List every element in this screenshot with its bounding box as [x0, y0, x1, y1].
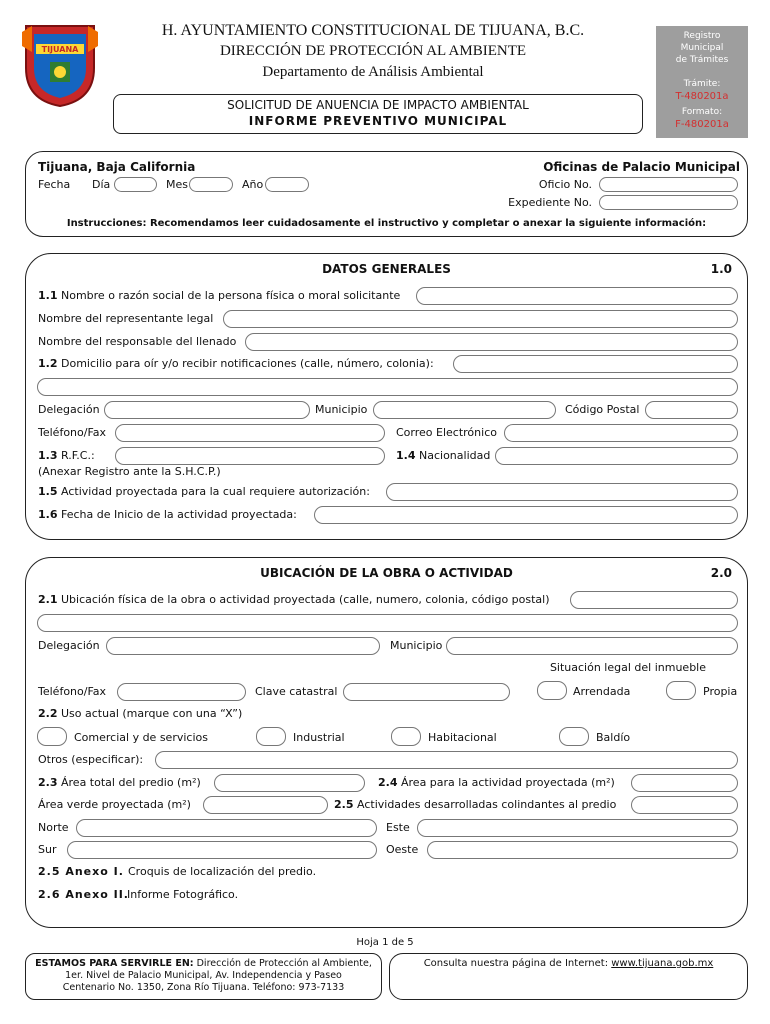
- servir-line-2: 1er. Nivel de Palacio Municipal, Av. Independencia y Paseo: [65, 970, 342, 981]
- actividad-label: Actividad proyectada para la cual requiere autorización:: [61, 485, 370, 498]
- num-2-1: 2.1: [38, 593, 58, 606]
- area-verde-input[interactable]: [203, 796, 328, 814]
- propia-label: Propia: [703, 685, 738, 698]
- area-actividad-label: Área para la actividad proyectada (m²): [401, 776, 615, 789]
- expediente-label: Expediente No.: [508, 196, 592, 209]
- razon-social-input[interactable]: [416, 287, 738, 305]
- formato-label: Formato:: [681, 107, 723, 117]
- nacionalidad-input[interactable]: [495, 447, 738, 465]
- num-2-2: 2.2: [38, 707, 58, 720]
- instructions: Instrucciones: Recomendamos leer cuidadosamente el instructivo y completar o anexar la siguiente información:: [66, 218, 707, 229]
- sur-label: Sur: [38, 843, 57, 856]
- actividad-input[interactable]: [386, 483, 738, 501]
- num-1-3: 1.3: [38, 449, 58, 462]
- anio-label: Año: [242, 178, 264, 191]
- datos-generales-number: 1.0: [710, 262, 732, 276]
- header-department: Departamento de Análisis Ambiental: [262, 64, 484, 80]
- dia-input[interactable]: [114, 177, 157, 192]
- colindantes-label: Actividades desarrolladas colindantes al predio: [357, 798, 617, 811]
- tramite-value: T-480201a: [675, 91, 729, 102]
- telefono-2-label: Teléfono/Fax: [38, 685, 107, 698]
- representante-label: Nombre del representante legal: [38, 312, 214, 325]
- fecha-inicio-input[interactable]: [314, 506, 738, 524]
- svg-text:TIJUANA: TIJUANA: [41, 45, 79, 54]
- oeste-input[interactable]: [427, 841, 738, 859]
- servir-bold: ESTAMOS PARA SERVIRLE EN:: [35, 958, 194, 969]
- telefono-input[interactable]: [115, 424, 385, 442]
- header-institution: H. AYUNTAMIENTO CONSTITUCIONAL DE TIJUANA, B.C.: [161, 22, 585, 39]
- ubicacion-fisica-input-2[interactable]: [37, 614, 738, 632]
- num-1-4: 1.4: [396, 449, 416, 462]
- norte-input[interactable]: [76, 819, 377, 837]
- baldio-checkbox[interactable]: [559, 727, 589, 746]
- area-actividad-input[interactable]: [631, 774, 738, 792]
- consulta-line: [389, 958, 748, 970]
- servir-line-3: Centenario No. 1350, Zona Río Tijuana. Teléfono: 973-7133: [62, 982, 345, 993]
- anio-input[interactable]: [265, 177, 309, 192]
- baldio-label: Baldío: [596, 731, 631, 744]
- uso-actual-label: Uso actual (marque con una “X”): [61, 707, 243, 720]
- servir-direccion: Dirección de Protección al Ambiente,: [196, 958, 372, 969]
- anexo-2-number: 2.6 Anexo II.: [38, 888, 129, 901]
- clave-catastral-label: Clave catastral: [255, 685, 338, 698]
- arrendada-checkbox[interactable]: [537, 681, 567, 700]
- domicilio-label: Domicilio para oír y/o recibir notificaciones (calle, número, colonia):: [61, 357, 434, 370]
- delegacion-2-label: Delegación: [38, 639, 100, 652]
- colindantes-input[interactable]: [631, 796, 738, 814]
- num-2-5: 2.5: [334, 798, 354, 811]
- rfc-label: R.F.C.:: [61, 449, 95, 462]
- offices-label: Oficinas de Palacio Municipal: [543, 160, 740, 174]
- delegacion-label: Delegación: [38, 403, 100, 416]
- habitacional-checkbox[interactable]: [391, 727, 421, 746]
- comercial-checkbox[interactable]: [37, 727, 67, 746]
- este-input[interactable]: [417, 819, 738, 837]
- otros-input[interactable]: [155, 751, 738, 769]
- representante-input[interactable]: [223, 310, 738, 328]
- clave-catastral-input[interactable]: [343, 683, 510, 701]
- registro-line1: Registro: [683, 31, 721, 41]
- oficio-label: Oficio No.: [538, 178, 592, 191]
- dia-label: Día: [92, 178, 111, 191]
- area-total-input[interactable]: [214, 774, 365, 792]
- formato-value: F-480201a: [675, 119, 729, 130]
- propia-checkbox[interactable]: [666, 681, 696, 700]
- area-total-label: Área total del predio (m²): [61, 776, 201, 789]
- comercial-label: Comercial y de servicios: [74, 731, 208, 744]
- domicilio-input-2[interactable]: [37, 378, 738, 396]
- registro-line3: de Trámites: [675, 55, 729, 65]
- anexo-1-text: Croquis de localización del predio.: [128, 865, 317, 878]
- anexo-1-number: 2.5 Anexo I.: [38, 865, 124, 878]
- consulta-text: Consulta nuestra página de Internet:: [423, 958, 609, 969]
- razon-social-label: Nombre o razón social de la persona física o moral solicitante: [61, 289, 401, 302]
- num-1-5: 1.5: [38, 485, 58, 498]
- municipio-2-label: Municipio: [390, 639, 443, 652]
- area-verde-label: Área verde proyectada (m²): [38, 798, 191, 811]
- telefono-2-input[interactable]: [117, 683, 246, 701]
- expediente-input[interactable]: [599, 195, 738, 210]
- industrial-label: Industrial: [293, 731, 345, 744]
- datos-generales-title: DATOS GENERALES: [322, 262, 451, 276]
- ubicacion-number: 2.0: [710, 566, 732, 580]
- tramite-label: Trámite:: [683, 79, 721, 89]
- num-1-1: 1.1: [38, 289, 58, 302]
- form-title: SOLICITUD DE ANUENCIA DE IMPACTO AMBIENTAL: [227, 98, 529, 112]
- num-1-2: 1.2: [38, 357, 58, 370]
- oeste-label: Oeste: [386, 843, 419, 856]
- anexo-2-text: Informe Fotográfico.: [127, 888, 239, 901]
- delegacion-2-input[interactable]: [106, 637, 380, 655]
- page-number: Hoja 1 de 5: [356, 937, 414, 948]
- num-1-6: 1.6: [38, 508, 58, 521]
- este-label: Este: [386, 821, 410, 834]
- header-direction: DIRECCIÓN DE PROTECCIÓN AL AMBIENTE: [219, 43, 527, 59]
- municipio-input[interactable]: [373, 401, 556, 419]
- mes-label: Mes: [166, 178, 188, 191]
- num-2-4: 2.4: [378, 776, 398, 789]
- mes-input[interactable]: [189, 177, 233, 192]
- city-label: Tijuana, Baja California: [38, 160, 196, 174]
- habitacional-label: Habitacional: [428, 731, 497, 744]
- ubicacion-title: UBICACIÓN DE LA OBRA O ACTIVIDAD: [260, 566, 513, 580]
- telefono-label: Teléfono/Fax: [38, 426, 107, 439]
- cp-label: Código Postal: [565, 403, 640, 416]
- domicilio-input[interactable]: [453, 355, 738, 373]
- delegacion-input[interactable]: [104, 401, 310, 419]
- cp-input[interactable]: [645, 401, 738, 419]
- otros-label: Otros (especificar):: [38, 753, 144, 766]
- industrial-checkbox[interactable]: [256, 727, 286, 746]
- situacion-legal-label: Situación legal del inmueble: [549, 661, 706, 674]
- responsable-label: Nombre del responsable del llenado: [38, 335, 237, 348]
- responsable-input[interactable]: [245, 333, 738, 351]
- correo-label: Correo Electrónico: [396, 426, 497, 439]
- anexar-shcp-note: (Anexar Registro ante la S.H.C.P.): [38, 465, 221, 478]
- registro-line2: Municipal: [680, 43, 724, 53]
- oficio-input[interactable]: [599, 177, 738, 192]
- norte-label: Norte: [38, 821, 69, 834]
- servir-line-1: [25, 958, 382, 970]
- num-2-3: 2.3: [38, 776, 58, 789]
- ubicacion-fisica-input[interactable]: [570, 591, 738, 609]
- correo-input[interactable]: [504, 424, 738, 442]
- fecha-label: Fecha: [38, 178, 71, 191]
- fecha-inicio-label: Fecha de Inicio de la actividad proyectada:: [61, 508, 297, 521]
- municipio-2-input[interactable]: [446, 637, 738, 655]
- nacionalidad-label: Nacionalidad: [419, 449, 491, 462]
- website-link[interactable]: www.tijuana.gob.mx: [611, 958, 714, 969]
- sur-input[interactable]: [67, 841, 377, 859]
- form-subtitle: INFORME PREVENTIVO MUNICIPAL: [248, 114, 508, 128]
- municipal-shield-logo: [20, 22, 100, 108]
- municipio-label: Municipio: [315, 403, 368, 416]
- ubicacion-fisica-label: Ubicación física de la obra o actividad proyectada (calle, numero, colonia, código postal): [61, 593, 550, 606]
- rfc-input[interactable]: [115, 447, 385, 465]
- arrendada-label: Arrendada: [573, 685, 631, 698]
